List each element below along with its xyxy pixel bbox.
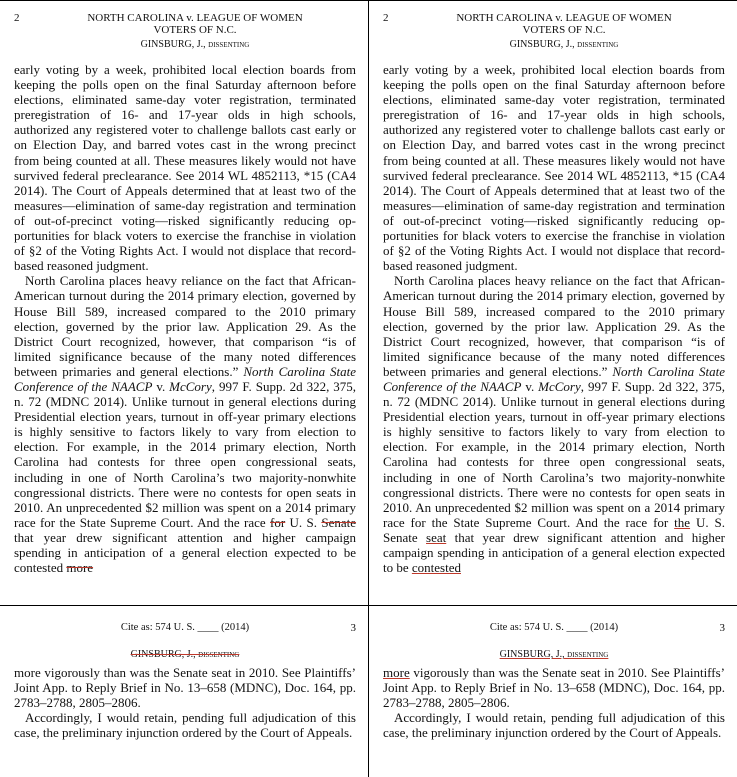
deleted-word-more: more — [66, 560, 94, 576]
opinion-author: GINSBURG, J., dissenting — [509, 39, 619, 50]
page-header — [14, 620, 356, 665]
paragraph-1: early voting by a week, prohibited local election boards from keeping the polls open on the final Saturday afternoon before elections, eliminated same-day voter registration, terminated preregistration of 16- and 17-year olds in high schools, authorized any registered voter to challenge ballots cast early or on Election Day, and barred votes cast in the wrong precinct from being counted at all. These measures likely would not have survived federal preclearance. See 2014 WL 4852113, *15 (CA4 2014). The Court of Appeals determined that at least two of the measures—elimination of same-day registration and termination of out-of-precinct voting—risked significantly reducing opportunities for black voters to exercise the franchise in violation of §2 of the Voting Rights Act. I would not displace that record-based reasoned judgment. — [14, 62, 356, 274]
paragraph-1: early voting by a week, prohibited local election boards from keeping the polls open on the final Saturday afternoon before elections, eliminated same-day voter registration, terminated preregistration of 16- and 17-year olds in high schools, authorized any registered voter to challenge ballots cast early or on Election Day, and barred votes cast in the wrong precinct from being counted at all. These measures likely would not have survived federal preclearance. See 2014 WL 4852113, *15 (CA4 2014). The Court of Appeals determined that at least two of the measures—elimination of same-day registration and termination of out-of-precinct voting—risked significantly reducing opportunities for black voters to exercise the franchise in violation of §2 of the Voting Rights Act. I would not displace that record-based reasoned judgment. — [383, 62, 725, 274]
paragraph-3 — [383, 665, 725, 710]
inserted-word-seat: seat — [426, 529, 447, 545]
paragraph-3 — [14, 665, 356, 710]
opinion-author-inserted: GINSBURG, J., dissenting — [499, 649, 609, 660]
case-title — [403, 12, 725, 36]
page-header — [383, 10, 725, 62]
case-title-line2: VOTERS OF N.C. — [153, 24, 237, 36]
paragraph-4: Accordingly, I would retain, pending full adjudication of this case, the preliminary injunction ordered by the Court of Appeals. — [383, 710, 725, 741]
case-title-line1: NORTH CAROLINA v. LEAGUE OF WOMEN — [87, 12, 303, 24]
opinion-body — [383, 62, 725, 575]
p2-text-1: North Carolina places heavy reliance on the fact that African-American turnout during the 2014 primary election, governed by House Bill 589, increased compared to the 2010 primary election, governed by the prior law. Application 29. As the District Court recognized, however, that comparison “is of limited significance because of the many noted differences between primaries and general elections.” — [14, 273, 356, 379]
paragraph-2 — [383, 273, 725, 575]
p2-text-1: North Carolina places heavy reliance on the fact that African-American turnout during the 2014 primary election, governed by House Bill 589, increased compared to the 2010 primary election, governed by the prior law. Application 29. As the District Court recognized, however, that comparison “is of limited significance because of the many noted differences between primaries and general elections.” — [383, 273, 725, 379]
p2-text-5: that year drew significant attention and higher campaign spending in anticipation of a general election expected to be — [14, 529, 356, 560]
p2-text-5: that year drew significant attention and higher campaign spending in anticipation of a general election expected to be — [383, 529, 726, 576]
page-3-revised — [383, 620, 725, 740]
paragraph-2 — [14, 273, 356, 575]
p2-text-4: U. S. — [690, 514, 725, 530]
p2-text-2: v. — [521, 378, 539, 394]
case-title-line1: NORTH CAROLINA v. LEAGUE OF WOMEN — [456, 12, 672, 24]
p2-case-name: North Carolina State Conference of the NAACP — [383, 363, 726, 394]
p2-text-3: , 997 F. Supp. 2d 322, 375, n. 72 (MDNC 2014). Unlike turnout in general elections during Presidential election years, turnout in off-year primary elections is highly sensitive to factors likely to vary from election to election. For example, in the 2014 primary election, North Carolina had contests for three open congressional seats, including in one of North Carolina’s two majority-nonwhite congressional districts. There were no contests for open seats in 2010. An unprecedented $2 million was spent on a 2014 primary race for the State Supreme Court. And the race — [14, 378, 356, 530]
opinion-body — [14, 665, 356, 740]
p2-text-2: v. — [152, 378, 170, 394]
page-3-original — [14, 620, 356, 740]
case-title-line2: VOTERS OF N.C. — [522, 24, 606, 36]
case-title — [34, 12, 356, 36]
citation: Cite as: 574 U. S. ____ (2014) — [489, 622, 619, 633]
page-2-revised — [383, 10, 725, 575]
original-version-pane — [0, 0, 368, 777]
page-number: 3 — [350, 622, 356, 634]
inserted-word-the: the — [674, 514, 691, 530]
page-header — [383, 620, 725, 665]
page-header — [14, 10, 356, 62]
word-senate: Senate — [383, 529, 418, 545]
word-contested: contested — [14, 560, 64, 576]
p2-case-name: North Carolina State Conference of the NAACP — [14, 363, 357, 394]
p2-party: McCory — [538, 378, 581, 394]
inserted-word-contested: contested — [411, 560, 461, 576]
p2-party: McCory — [169, 378, 212, 394]
page-number: 2 — [383, 12, 389, 24]
paragraph-4: Accordingly, I would retain, pending full adjudication of this case, the preliminary injunction ordered by the Court of Appeals. — [14, 710, 356, 741]
page-number: 3 — [719, 622, 725, 634]
revised-version-pane — [369, 0, 737, 777]
deleted-word-senate: Senate — [321, 514, 357, 530]
page-2-original — [14, 10, 356, 575]
p2-text-3: , 997 F. Supp. 2d 322, 375, n. 72 (MDNC 2014). Unlike turnout in general elections during Presidential election years, turnout in off-year primary elections is highly sensitive to factors likely to vary from election to election. For example, in the 2014 primary election, North Carolina had contests for three open congressional seats, including in one of North Carolina’s two majority-nonwhite congressional districts. There were no contests for open seats in 2010. An unprecedented $2 million was spent on a 2014 primary race for the State Supreme Court. And the race — [383, 378, 725, 530]
p3-text: vigorously than was the Senate seat in 2010. See Plaintiffs’ Joint App. to Reply Brief in No. 13–658 (MDNC), Doc. 164, pp. 2783–2788, 2805–2806. — [383, 665, 725, 711]
word-for: for — [653, 514, 669, 530]
p3-more: more — [14, 665, 41, 680]
opinion-author-deleted: GINSBURG, J., dissenting — [130, 649, 240, 660]
opinion-author: GINSBURG, J., dissenting — [140, 39, 250, 50]
opinion-body — [383, 665, 725, 740]
inserted-word-more: more — [383, 665, 410, 680]
opinion-body — [14, 62, 356, 575]
citation: Cite as: 574 U. S. ____ (2014) — [120, 622, 250, 633]
deleted-word-for: for — [270, 514, 286, 530]
p2-text-4: U. S. — [285, 514, 322, 530]
p3-text: vigorously than was the Senate seat in 2010. See Plaintiffs’ Joint App. to Reply Brief in No. 13–658 (MDNC), Doc. 164, pp. 2783–2788, 2805–2806. — [14, 665, 356, 711]
page-number: 2 — [14, 12, 20, 24]
